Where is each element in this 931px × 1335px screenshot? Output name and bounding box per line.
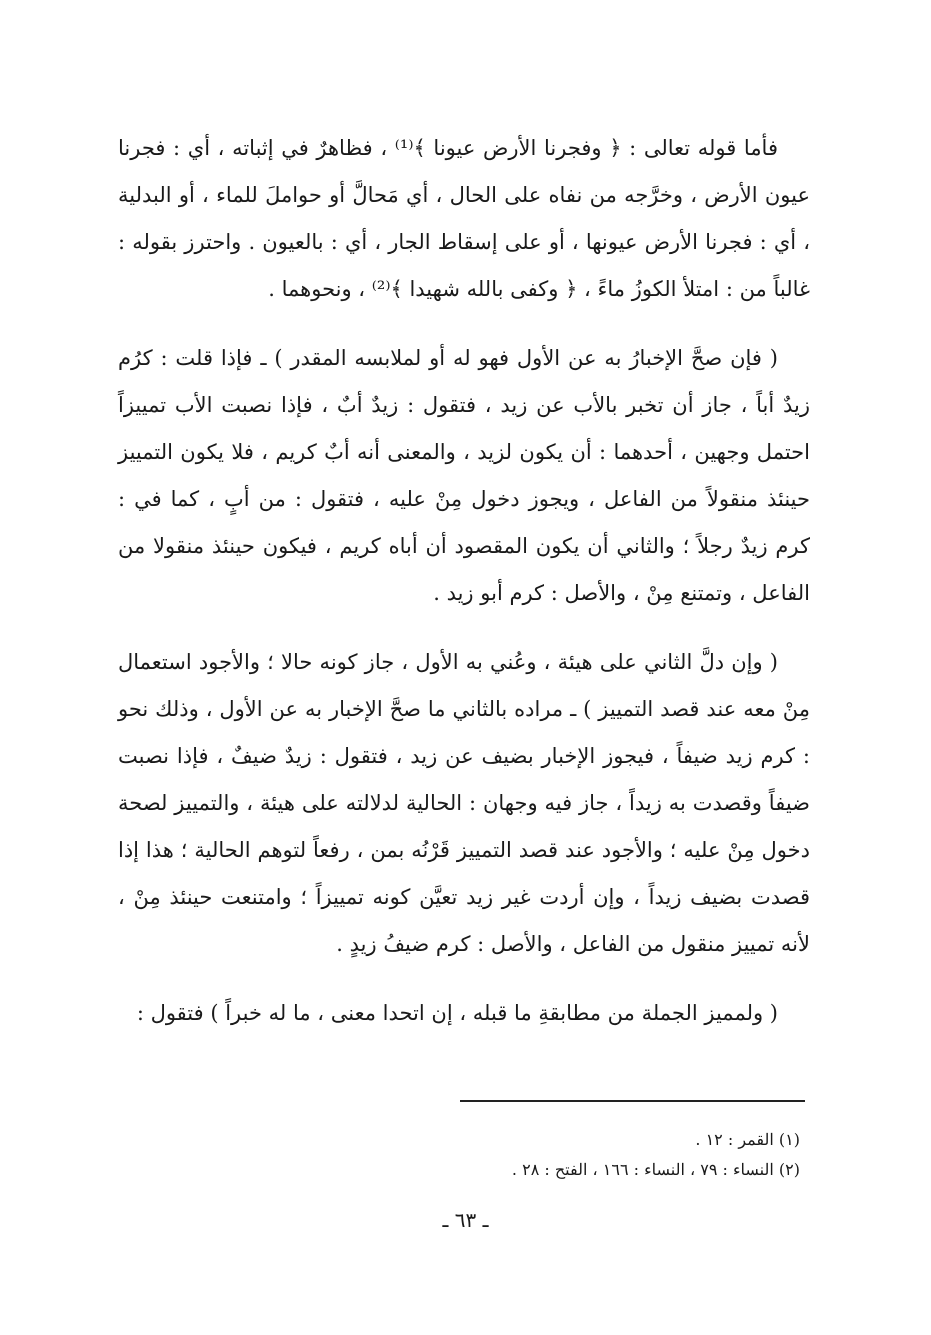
- paragraph-4: ( ولمميز الجملة من مطابقةِ ما قبله ، إن اتحدا معنى ، ما له خبراً ) فتقول :: [136, 1001, 778, 1025]
- page-number: ـ ٦٣ ـ: [442, 1208, 489, 1232]
- paragraph-1: فأما قوله تعالى : ﴿ وفجرنا الأرض عيونا ﴾⁽¹⁾ ، فظاهرٌ في إثباته ، أي : فجرنا عيون الأرض ، وخرَّجه من نفاه على الحال ، أي مَحالَّ أو حواملَ للماء ، أو البدلية ، أي : فجرنا الأرض عيونها ، أو على إسقاط الجار ، أي : بالعيون . واحترز بقوله : غالباً من : امتلأ الكوزُ ماءً ، ﴿ وكفى بالله شهيدا ﴾⁽²⁾ ، ونحوهما .: [118, 136, 810, 301]
- footnote-1: (١) القمر : ١٢ .: [695, 1130, 800, 1149]
- footnotes: [118, 1125, 810, 1185]
- footnote-separator: [460, 1100, 805, 1102]
- main-text: [118, 125, 810, 1037]
- paragraph-2: ( فإن صحَّ الإخبارُ به عن الأول فهو له أو لملابسه المقدر ) ـ فإذا قلت : كرُم زيدٌ أباً ، جاز أن تخبر بالأب عن زيد ، فتقول : زيدٌ أبٌ ، فإذا نصبت الأب تمييزاً احتمل وجهين ، أحدهما : أن يكون لزيد ، والمعنى أنه أبٌ كريم ، فلا يكون التمييز حينئذ منقولاً من الفاعل ، ويجوز دخول مِنْ عليه ، فتقول : من أبٍ ، كما في : كرم زيدٌ رجلاً ؛ والثاني أن يكون المقصود أن أباه كريم ، فيكون حينئذ منقولا من الفاعل ، وتمتنع مِنْ ، والأصل : كرم أبو زيد .: [118, 346, 810, 605]
- paragraph-3: ( وإن دلَّ الثاني على هيئة ، وعُني به الأول ، جاز كونه حالا ؛ والأجود استعمال مِنْ معه عند قصد التمييز ) ـ مراده بالثاني ما صحَّ الإخبار به عن الأول ، وذلك نحو : كرم زيد ضيفاً ، فيجوز الإخبار بضيف عن زيد ، فتقول : زيدٌ ضيفٌ ، فإذا نصبت ضيفاً وقصدت به زيداً ، جاز فيه وجهان : الحالية لدلالته على هيئة ، والتمييز لصحة دخول مِنْ عليه ؛ والأجود عند قصد التمييز قَرْنُه بمن ، رفعاً لتوهم الحالية ؛ هذا إذا قصدت بضيف زيداً ، وإن أردت غير زيد تعيَّن كونه تمييزاً ؛ وامتنعت حينئذ مِنْ ، لأنه تمييز منقول من الفاعل ، والأصل : كرم ضيفُ زيدٍ .: [118, 650, 810, 956]
- footnote-2: (٢) النساء : ٧٩ ، النساء : ١٦٦ ، الفتح : ٢٨ .: [511, 1160, 800, 1179]
